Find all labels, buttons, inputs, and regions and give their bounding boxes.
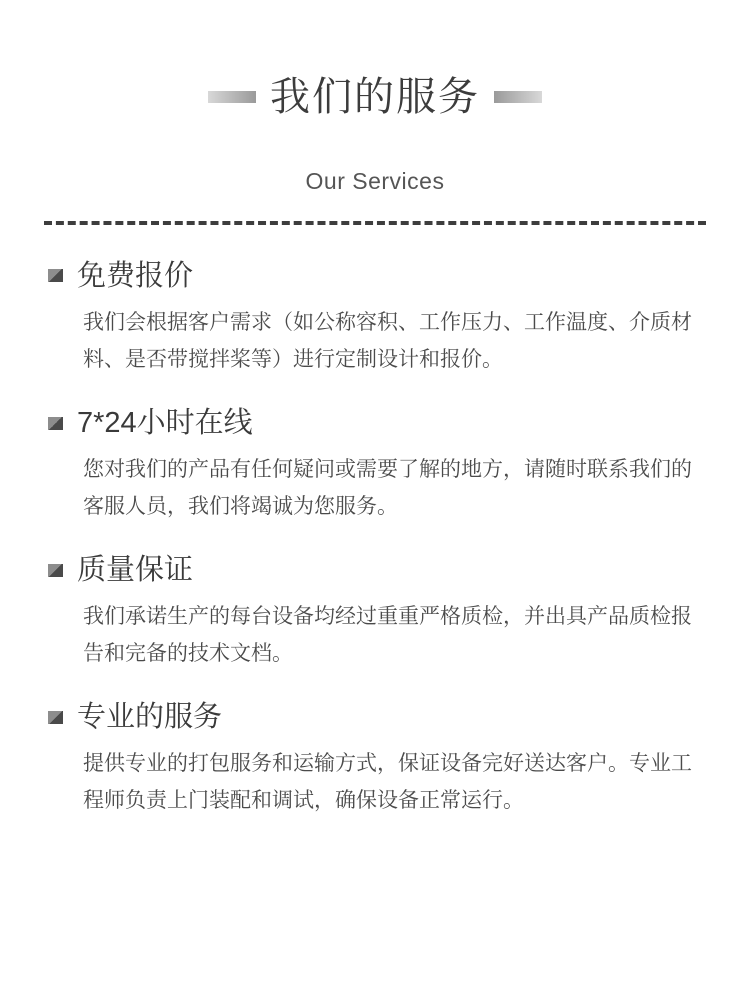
square-bullet-icon [48, 564, 63, 577]
list-item [48, 259, 702, 378]
page-subtitle: Our Services [305, 167, 445, 194]
service-description: 我们承诺生产的每台设备均经过重重严格质检，并出具产品质检报告和完备的技术文档。 [83, 605, 692, 665]
service-title: 专业的服务 [77, 700, 223, 733]
service-description: 您对我们的产品有任何疑问或需要了解的地方，请随时联系我们的客服人员，我们将竭诚为您服务。 [83, 458, 692, 518]
square-bullet-icon [48, 711, 63, 724]
page-header [0, 0, 750, 195]
list-item [48, 700, 702, 819]
service-title: 7*24小时在线 [77, 406, 253, 439]
title-row [0, 48, 750, 146]
title-decoration-right-icon [494, 91, 542, 103]
service-heading [48, 553, 702, 588]
services-list [0, 259, 750, 819]
title-decoration-left-icon [208, 91, 256, 103]
service-title: 免费报价 [77, 259, 194, 292]
page-title: 我们的服务 [270, 74, 480, 119]
square-bullet-icon [48, 269, 63, 282]
list-item [48, 406, 702, 525]
service-title: 质量保证 [77, 553, 194, 586]
service-heading [48, 700, 702, 735]
service-description: 提供专业的打包服务和运输方式，保证设备完好送达客户。专业工程师负责上门装配和调试，确保设备正常运行。 [83, 752, 692, 812]
service-description: 我们会根据客户需求（如公称容积、工作压力、工作温度、介质材料、是否带搅拌桨等）进行定制设计和报价。 [83, 311, 692, 371]
dashed-divider [44, 221, 706, 225]
service-heading [48, 259, 702, 294]
service-heading [48, 406, 702, 441]
list-item [48, 553, 702, 672]
square-bullet-icon [48, 417, 63, 430]
